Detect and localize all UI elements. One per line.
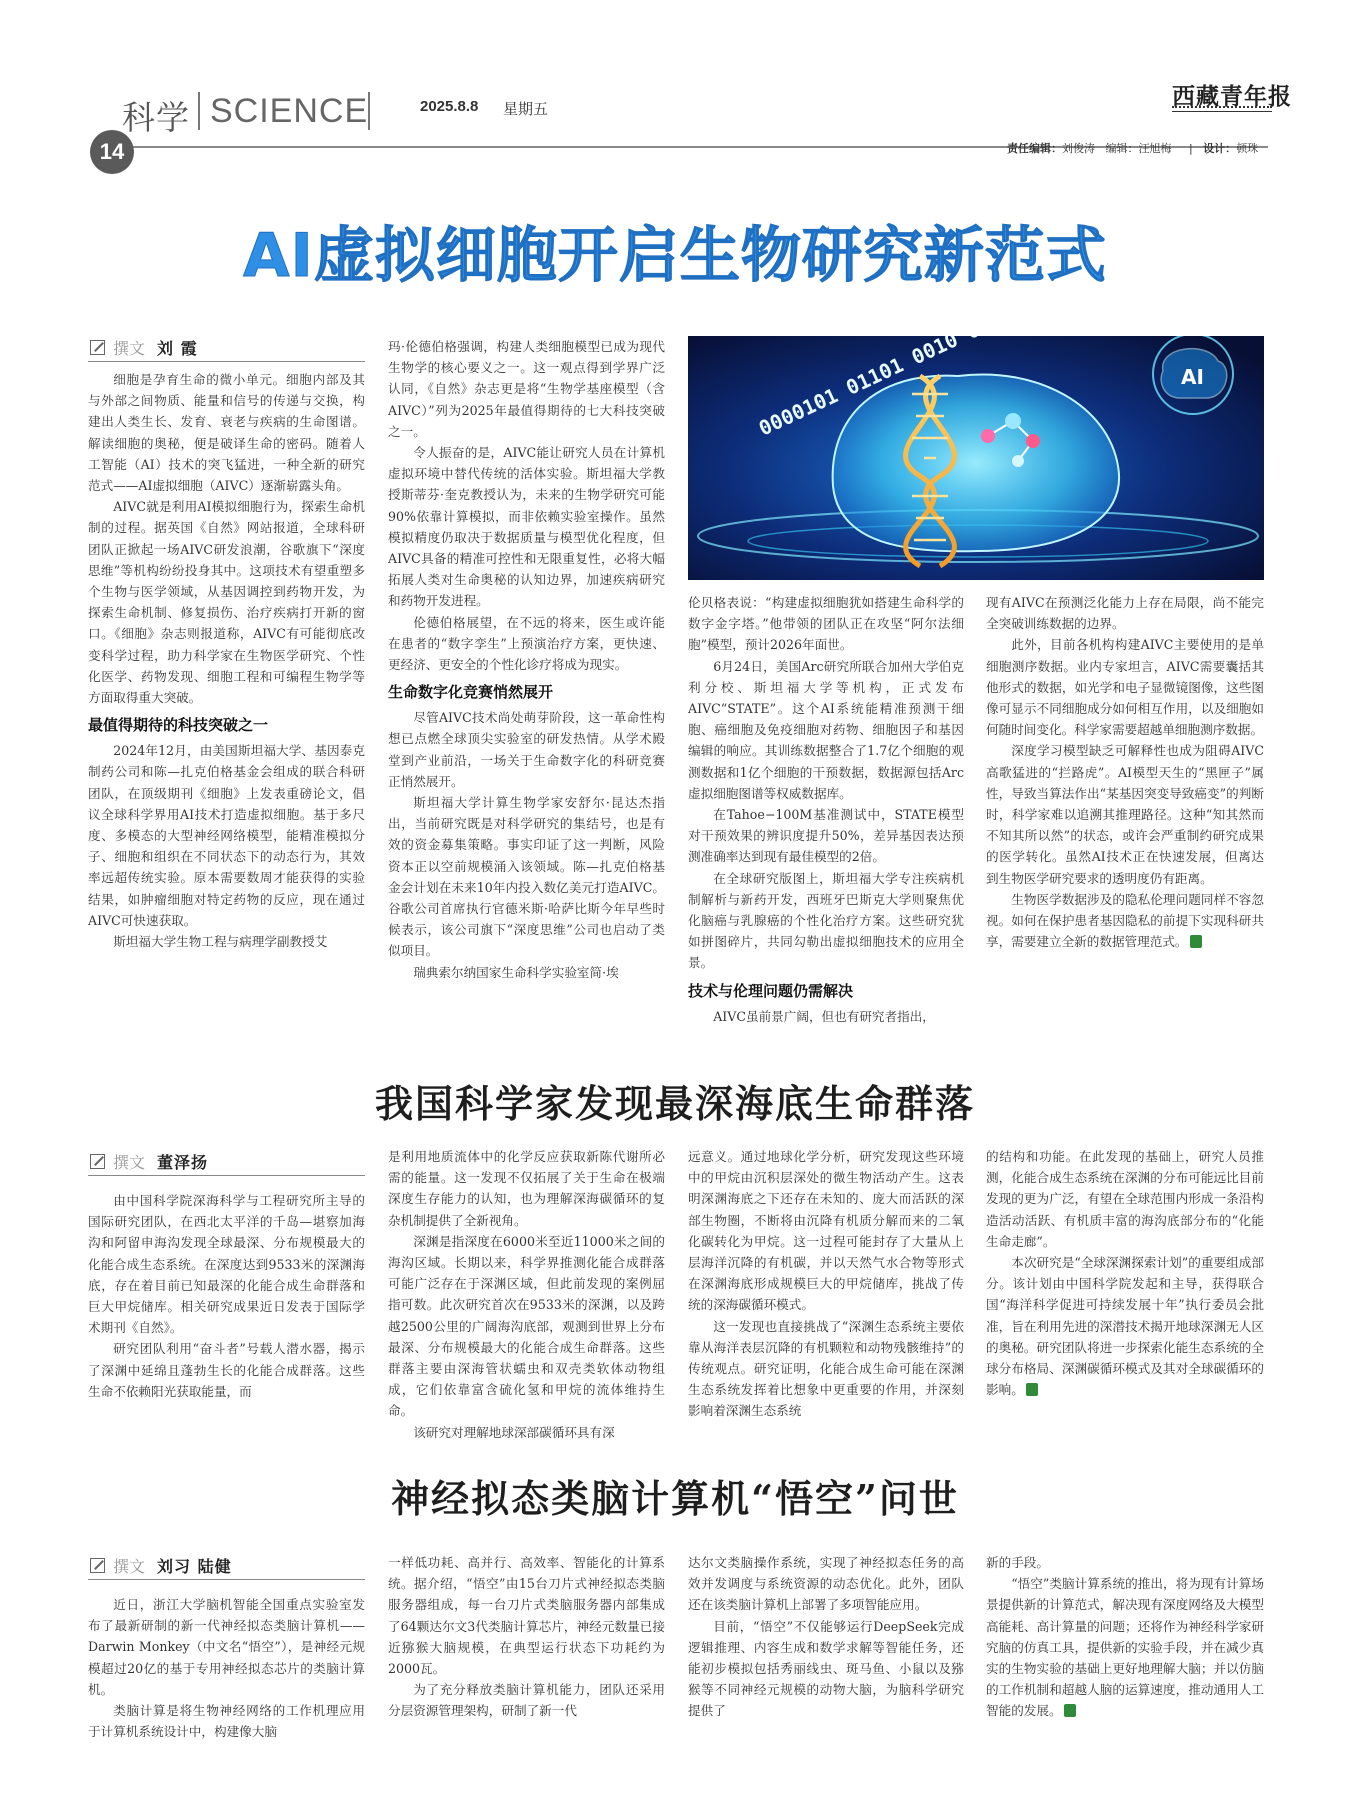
paragraph: 6月24日，美国Arc研究所联合加州大学伯克利分校、斯坦福大学等机构，正式发布AIVC“STATE”。这个AI系统能精准预测干细胞、癌细胞及免疫细胞对药物、细胞因子和基因编辑的响应。其训练数据整合了1.7亿个细胞的观测数据和1亿个细胞的干预数据，数据源包括Arc虚拟细胞图谱等权威数据库。 xyxy=(688,658,964,801)
article2-column-4 xyxy=(986,1146,1264,1440)
article3-column-1 xyxy=(88,1594,365,1804)
article2-column-1 xyxy=(88,1190,365,1440)
end-mark-icon xyxy=(1026,1383,1038,1396)
paragraph: 深度学习模型缺乏可解释性也成为阻碍AIVC高歌猛进的“拦路虎”。AI模型天生的“黑匣子”属性，导致当算法作出“某基因突变导致癌变”的判断时，科学家难以追溯其推理路径。这种“知其然而不知其所以然”的状态，或许会严重制约研究成果的医学转化。虽然AI技术正在快速发展，但离达到生物医学研究要求的透明度仍有距离。 xyxy=(986,743,1264,886)
paragraph: 斯坦福大学生物工程与病理学副教授艾 xyxy=(113,934,328,950)
paragraph: 尽管AIVC技术尚处萌芽阶段，这一革命性构想已点燃全球顶尖实验室的研发热情。从学术殿堂到产业前沿，一场关于生命数字化的科研竞赛正悄然展开。 xyxy=(388,710,665,789)
tibetan-script-logo-icon xyxy=(1172,106,1272,112)
article3-column-2 xyxy=(388,1552,665,1804)
paragraph: AIVC虽前景广阔，但也有研究者指出， xyxy=(713,1008,935,1024)
page-number-badge: 14 xyxy=(90,130,134,174)
paragraph: 2024年12月，由美国斯坦福大学、基因泰克制药公司和陈—扎克伯格基金会组成的联合科研团队，在顶级期刊《细胞》上发表重磅论文，倡议全球科学界用AI技术打造虚拟细胞。基于多尺度、多模态的大型神经网络模型，能精准模拟分子、细胞和组织在不同状态下的动态行为，其效率远超传统实验。原本需要数周才能获得的实验结果，如肿瘤细胞对特定药物的反应，现在通过AIVC可快速获取。 xyxy=(88,743,365,928)
article1-title: AI虚拟细胞开启生物研究新范式 xyxy=(243,221,1107,291)
paragraph: 伦贝格表说：“构建虚拟细胞犹如搭建生命科学的数字金字塔。”他带领的团队正在攻坚“阿尔法细胞”模型，预计2026年面世。 xyxy=(688,595,964,653)
ai-brain-icon: AI xyxy=(1181,365,1204,389)
byline-label: 撰文 xyxy=(113,1557,146,1576)
paragraph: 生物医学数据涉及的隐私伦理问题同样不容忽视。如何在保护患者基因隐私的前提下实现科研共享，需要建立全新的数据管理范式。 xyxy=(986,891,1264,950)
paragraph: 一样低功耗、高并行、高效率、智能化的计算系统。据介绍，“悟空”由15台刀片式神经拟态类脑服务器组成，每一台刀片式类脑服务器内部集成了64颗达尔文3代类脑计算芯片，神经元数量已接近猕猴大脑规模，在典型运行状态下功耗约为2000瓦。 xyxy=(388,1555,665,1677)
editor-label: 编辑： xyxy=(1105,142,1139,155)
paragraph: 玛·伦德伯格强调，构建人类细胞模型已成为现代生物学的核心要义之一。这一观点得到学界广泛认同，《自然》杂志更是将“生物学基座模型（含AIVC）”列为2025年最值得期待的七大科技突破之一。 xyxy=(388,339,665,439)
byline-author: 刘习 陆健 xyxy=(157,1557,232,1576)
issue-weekday: 星期五 xyxy=(503,100,549,118)
byline-author: 董泽扬 xyxy=(157,1153,209,1172)
article1-column-4 xyxy=(986,592,1264,1041)
paragraph: 是利用地质流体中的化学反应获取新陈代谢所必需的能量。这一发现不仅拓展了关于生命在极端深度生存能力的认知，也为理解深海碳循环的复杂机制提供了全新视角。 xyxy=(388,1149,665,1228)
editor-credits: 责任编辑：刘俊涛 编辑：汪旭梅 | 设计：顿珠 xyxy=(1007,142,1259,155)
newspaper-logo: 西藏青年报 xyxy=(1172,83,1292,110)
paragraph: 该研究对理解地球深部碳循环具有深 xyxy=(413,1424,615,1440)
paragraph: 的结构和功能。在此发现的基础上，研究人员推测，化能合成生态系统在深渊的分布可能远比目前发现的更为广泛，有望在全球范围内形成一条沿构造活动活跃、有机质丰富的海沟底部分布的“化能生命走廊”。 xyxy=(986,1149,1264,1249)
section-name-en: SCIENCE xyxy=(210,92,369,130)
paragraph: 深渊是指深度在6000米至近11000米之间的海沟区域。长期以来，科学界推测化能合成群落可能广泛存在于深渊区域，但此前发现的案例屈指可数。此次研究首次在9533米的深渊，以及跨越2500公里的广阔海沟底部，观测到世界上分布最深、分布规模最大的化能合成生命群落。这些群落主要由深海管状蠕虫和双壳类软体动物组成，它们依靠富含硫化氢和甲烷的流体维持生命。 xyxy=(388,1233,665,1419)
paragraph: 此外，目前各机构构建AIVC主要使用的是单细胞测序数据。业内专家坦言，AIVC需要囊括其他形式的数据，如光学和电子显微镜图像，这些图像可显示不同细胞成分如何相互作用，以及细胞如何随时间变化。科学家需要超越单细胞测序数据。 xyxy=(986,637,1264,738)
dna-cell-illustration xyxy=(688,336,1264,580)
paragraph: 瑞典索尔纳国家生命科学实验室简·埃 xyxy=(413,964,619,980)
paragraph: 伦德伯格展望，在不远的将来，医生或许能在患者的“数字孪生”上预演治疗方案，更快速、更经济、更安全的个性化诊疗将成为现实。 xyxy=(388,614,665,673)
paragraph: 这一发现也直接挑战了“深渊生态系统主要依靠从海洋表层沉降的有机颗粒和动物残骸维持”的传统观点。研究证明，化能合成生命可能在深渊生态系统发挥着比想象中更重要的作用，并深刻影响着深渊生态系统 xyxy=(688,1318,964,1419)
designer: 顿珠 xyxy=(1236,142,1259,155)
editor: 汪旭梅 xyxy=(1138,142,1172,155)
article1-column-1 xyxy=(88,369,365,1041)
byline-author: 刘 霞 xyxy=(157,339,198,358)
header-divider xyxy=(368,92,370,130)
paragraph: 研究团队利用“奋斗者”号载人潜水器，揭示了深渊中延绵且蓬勃生长的化能合成群落。这些生命不依赖阳光获取能量，而 xyxy=(88,1341,365,1399)
article1-column-3 xyxy=(688,592,964,1041)
header-divider xyxy=(198,92,200,130)
editor-in-charge-label: 责任编辑： xyxy=(1007,142,1062,155)
virtual-cell-illustration xyxy=(688,336,1264,580)
paragraph: 在Tahoe−100M基准测试中，STATE模型对干预效果的辨识度提升50%，差异基因表达预测准确率达到现有最佳模型的2倍。 xyxy=(688,807,964,865)
paragraph: 远意义。通过地球化学分析，研究发现这些环境中的甲烷由沉积层深处的微生物活动产生。这表明深渊海底之下还存在未知的、庞大而活跃的深部生物圈，不断将由沉降有机质分解而来的二氧化碳转化为甲烷。这一过程可能封存了大量从上层海洋沉降的有机碳，并以天然气水合物等形式在深渊海底形成规模巨大的甲烷储库，挑战了传统的深海碳循环模式。 xyxy=(688,1149,964,1313)
paragraph: 令人振奋的是，AIVC能让研究人员在计算机虚拟环境中替代传统的活体实验。斯坦福大学教授斯蒂芬·奎克教授认为，未来的生物学研究可能90%依靠计算模拟，而非依赖实验室操作。虽然模拟精度仍取决于数据质量与模型优化程度，但AIVC具备的精准可控性和无限重复性，必将大幅拓展人类对生命奥秘的认知边界，加速疾病研究和药物开发进程。 xyxy=(388,445,665,609)
article2-column-3 xyxy=(688,1146,964,1440)
byline-rule xyxy=(88,1579,365,1580)
paragraph: 在全球研究版图上，斯坦福大学专注疾病机制解析与新药开发，西班牙巴斯克大学则聚焦优化脑癌与乳腺癌的个性化治疗方案。这些研究犹如拼图碎片，共同勾勒出虚拟细胞技术的应用全景。 xyxy=(688,870,964,971)
editor-in-charge: 刘俊涛 xyxy=(1062,142,1095,155)
article3-title: 神经拟态类脑计算机“悟空”问世 xyxy=(391,1476,959,1521)
byline-rule xyxy=(88,1175,365,1176)
paragraph: 近日，浙江大学脑机智能全国重点实验室发布了最新研制的新一代神经拟态类脑计算机——Darwin Monkey（中文名“悟空”），是神经元规模超过20亿的基于专用神经拟态芯片的类脑计算机。 xyxy=(88,1597,365,1697)
pen-icon xyxy=(90,1154,105,1169)
article1-column-2 xyxy=(388,336,665,1041)
paragraph: “悟空”类脑计算系统的推出，将为现有计算场景提供新的计算范式，解决现有深度网络及大模型高能耗、高计算量的问题；还将作为神经科学家研究脑的仿真工具，提供新的实验手段，并在减少真实的生物实验的基础上更好地理解大脑；并以仿脑的工作机制和超越人脑的运算速度，推动通用人工智能的发展。 xyxy=(986,1576,1264,1719)
article2-byline xyxy=(90,1150,208,1173)
paragraph: 由中国科学院深海科学与工程研究所主导的国际研究团队，在西北太平洋的千岛—堪察加海沟和阿留申海沟发现全球最深、分布规模最大的化能合成生态系统。在深度达到9533米的深渊海底，存在着目前已知最深的化能合成生命群落和巨大甲烷储库。相关研究成果近日发表于国际学术期刊《自然》。 xyxy=(88,1193,365,1336)
article2-column-2 xyxy=(388,1146,665,1440)
paragraph: 细胞是孕育生命的微小单元。细胞内部及其与外部之间物质、能量和信号的传递与交换，构建出人类生长、发育、衰老与疾病的生命图谱。解读细胞的奥秘，便是破译生命的密码。随着人工智能（AI）技术的突飞猛进，一种全新的研究范式——AI虚拟细胞（AIVC）逐渐崭露头角。 xyxy=(88,372,365,494)
paragraph: 本次研究是“全球深渊探索计划”的重要组成部分。该计划由中国科学院发起和主导，获得联合国“海洋科学促进可持续发展十年”执行委员会批准，旨在利用先进的深潜技术揭开地球深渊无人区的奥秘。研究团队将进一步探索化能生态系统的全球分布格局、深渊碳循环模式及其对全球碳循环的影响。 xyxy=(986,1255,1264,1398)
article3-column-3 xyxy=(688,1552,964,1804)
paragraph: 达尔文类脑操作系统，实现了神经拟态任务的高效并发调度与系统资源的动态优化。此外，团队还在该类脑计算机上部署了多项智能应用。 xyxy=(688,1555,964,1613)
byline-label: 撰文 xyxy=(113,1153,146,1172)
subheading: 技术与伦理问题仍需解决 xyxy=(688,981,854,1000)
byline-rule xyxy=(88,361,365,362)
end-mark-icon xyxy=(1064,1704,1076,1717)
article3-column-4 xyxy=(986,1552,1264,1804)
issue-date: 2025.8.8 xyxy=(420,98,479,115)
pen-icon xyxy=(90,1558,105,1573)
subheading: 最值得期待的科技突破之一 xyxy=(88,716,269,735)
paragraph: 现有AIVC在预测泛化能力上存在局限，尚不能完全突破训练数据的边界。 xyxy=(986,595,1264,632)
byline-label: 撰文 xyxy=(113,339,146,358)
paragraph: 新的手段。 xyxy=(986,1555,1049,1570)
article3-byline xyxy=(90,1554,232,1577)
end-mark-icon xyxy=(1190,935,1202,948)
paragraph: 类脑计算是将生物神经网络的工作机理应用于计算机系统设计中，构建像大脑 xyxy=(88,1703,365,1740)
section-name-cn: 科学 xyxy=(122,98,190,137)
designer-label: 设计： xyxy=(1203,142,1237,155)
paragraph: 为了充分释放类脑计算机能力，团队还采用分层资源管理架构，研制了新一代 xyxy=(388,1682,665,1719)
pen-icon xyxy=(90,340,105,355)
subheading: 生命数字化竞赛悄然展开 xyxy=(388,683,554,702)
paragraph: 斯坦福大学计算生物学家安舒尔·昆达杰指出，当前研究既是对科学研究的集结号，也是有效的资金募集策略。事实印证了这一判断，风险资本正以空前规模涌入该领域。陈—扎克伯格基金会计划在未来10年内投入数亿美元打造AIVC。谷歌公司首席执行官德米斯·哈萨比斯今年早些时候表示，该公司旗下“深度思维”公司也启动了类似项目。 xyxy=(388,795,665,959)
binary-ring-text: 0000101 01101 0010 xyxy=(754,336,962,441)
article2-title: 我国科学家发现最深海底生命群落 xyxy=(374,1081,975,1126)
paragraph: 目前，“悟空”不仅能够运行DeepSeek完成逻辑推理、内容生成和数学求解等智能任务，还能初步模拟包括秀丽线虫、斑马鱼、小鼠以及猕猴等不同神经元规模的动物大脑，为脑科学研究提供了 xyxy=(688,1618,964,1719)
article1-byline xyxy=(90,336,198,359)
paragraph: AIVC就是利用AI模拟细胞行为，探索生命机制的过程。据英国《自然》网站报道，全球科研团队正掀起一场AIVC研发浪潮，谷歌旗下“深度思维”等机构纷纷投身其中。这项技术有望重塑多个生物与医学领域，从基因调控到药物开发，为探索生命机制、修复损伤、治疗疾病打开新的窗口。《细胞》杂志则报道称，AIVC有可能彻底改变科学过程，助力科学家在生物医学研究、个性化医学、药物发现、细胞工程和可编程生物学等方面取得重大突破。 xyxy=(88,499,365,706)
